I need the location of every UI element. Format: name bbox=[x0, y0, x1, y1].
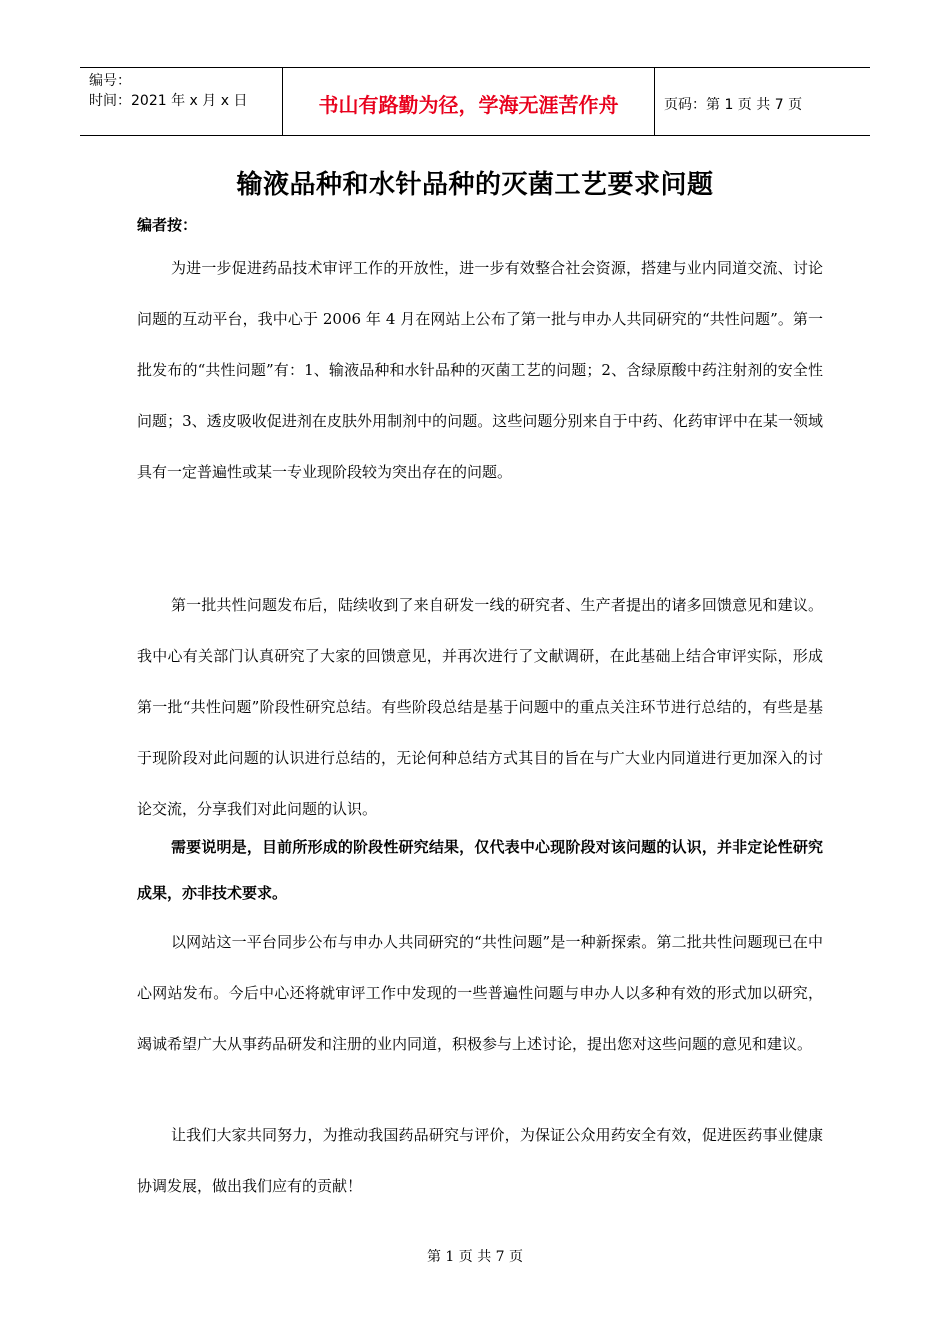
editor-note-heading: 编者按： bbox=[137, 216, 198, 234]
header-table bbox=[80, 67, 870, 136]
header-motto: 书山有路勤为径，学海无涯苦作舟 bbox=[282, 68, 655, 135]
document-number-label: 编号： bbox=[89, 73, 131, 89]
paragraph-second-batch: 以网站这一平台同步公布与申办人共同研究的“共性问题”是一种新探索。第二批共性问题现已在中心网站发布。今后中心还将就审评工作中发现的一些普遍性问题与申办人以多种有效的形式加以研究，竭诚希望广大从事药品研发和注册的业内同道，积极参与上述讨论，提出您对这些问题的意见和建议。 bbox=[137, 933, 823, 1053]
page-footer: 第 1 页 共 7 页 bbox=[426, 1249, 524, 1265]
paragraph-feedback: 第一批共性问题发布后，陆续收到了来自研发一线的研究者、生产者提出的诸多回馈意见和建议。我中心有关部门认真研究了大家的回馈意见，并再次进行了文献调研，在此基础上结合审评实际，形成第一批“共性问题”阶段性研究总结。有些阶段总结是基于问题中的重点关注环节进行总结的，有些是基于现阶段对此问题的认识进行总结的，无论何种总结方式其目的旨在与广大业内同道进行更加深入的讨论交流，分享我们对此问题的认识。 bbox=[137, 596, 823, 818]
document-title: 输液品种和水针品种的灭菌工艺要求问题 bbox=[236, 170, 714, 200]
header-page-label: 页码：第 1 页 共 7 页 bbox=[664, 96, 803, 113]
paragraph-intro: 为进一步促进药品技术审评工作的开放性，进一步有效整合社会资源，搭建与业内同道交流、讨论问题的互动平台，我中心于 2006 年 4 月在网站上公布了第一批与申办人共同研究的“共性问题”。第一批发布的“共性问题”有：1、输液品种和水针品种的灭菌工艺的问题；2、含绿原酸中药注射剂的安全性问题；3、透皮吸收促进剂在皮肤外用制剂中的问题。这些问题分别来自于中药、化药审评中在某一领域具有一定普遍性或某一专业现阶段较为突出存在的问题。 bbox=[137, 259, 823, 481]
paragraph-closing: 让我们大家共同努力，为推动我国药品研究与评价，为保证公众用药安全有效，促进医药事业健康协调发展，做出我们应有的贡献！ bbox=[137, 1126, 823, 1195]
paragraph-disclaimer: 需要说明是，目前所形成的阶段性研究结果，仅代表中心现阶段对该问题的认识，并非定论性研究成果，亦非技术要求。 bbox=[137, 838, 823, 902]
document-time-label: 时间：2021 年 x 月 x 日 bbox=[89, 93, 248, 109]
header-info-cell bbox=[80, 68, 282, 135]
